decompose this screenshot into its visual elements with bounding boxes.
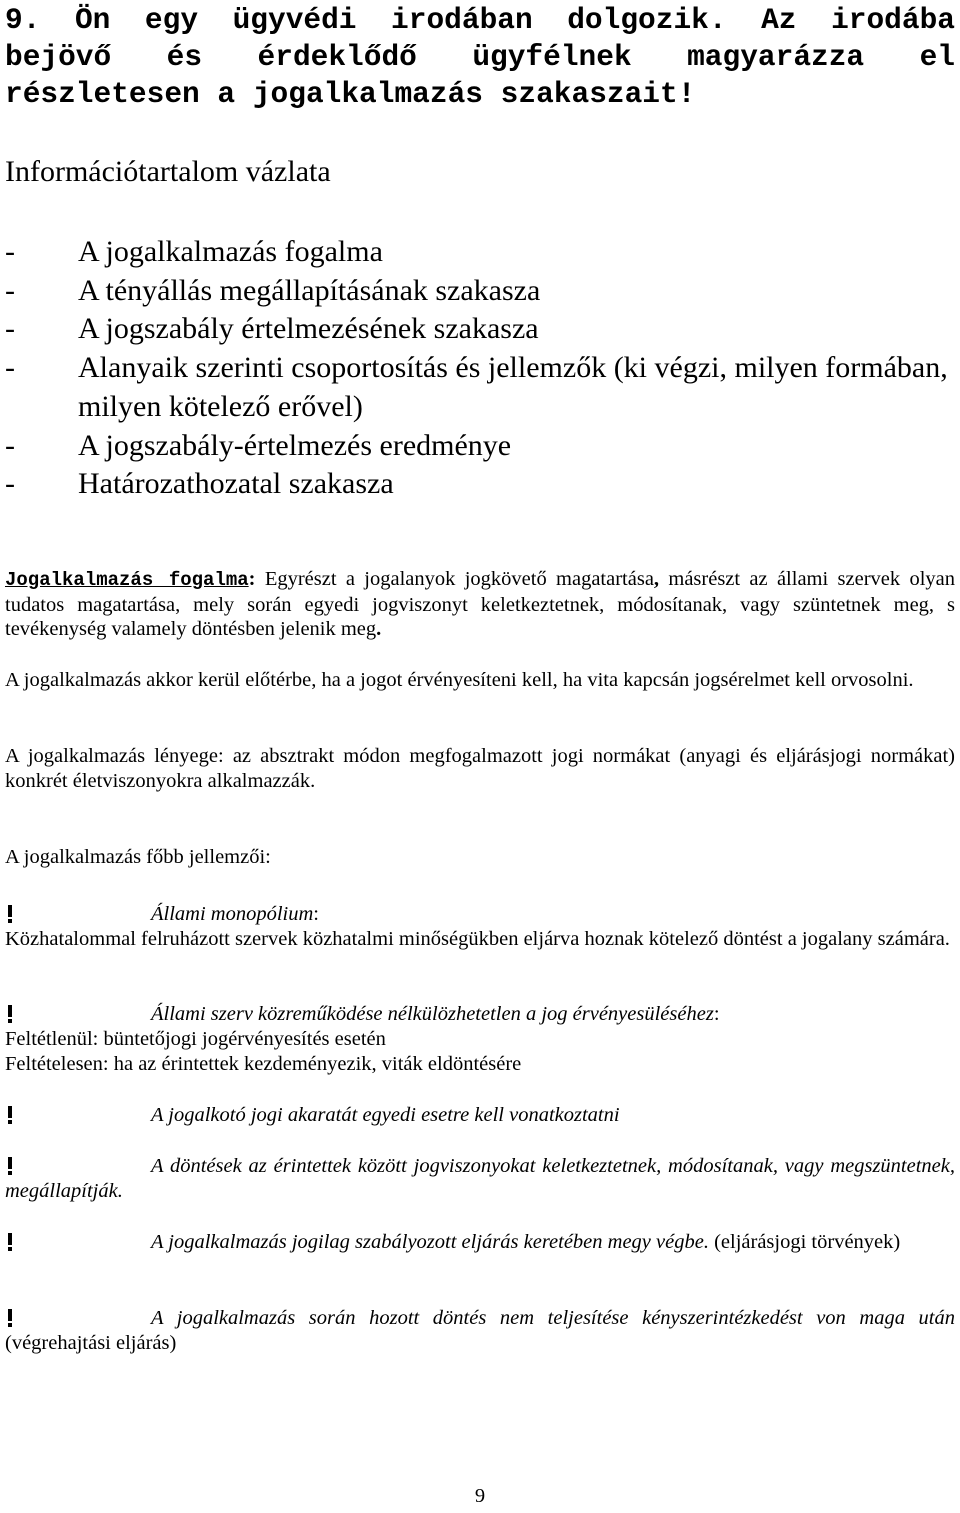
list-item xyxy=(5,272,955,311)
exclamation-bullet-icon xyxy=(5,1105,15,1125)
definition-text-2: másrészt az állami szervek olyan tudatos magatartása, mely során egyedi jogviszonyt keletkeztetnek, módosítanak, vagy szüntetnek meg, s tevékenység valamely döntésben jelenik meg xyxy=(5,568,955,640)
feature-note: (eljárásjogi törvények) xyxy=(708,1231,901,1253)
question-heading: 9. Ön egy ügyvédi irodában dolgozik. Az irodába bejövő és érdeklődő ügyfélnek magyarázza el részletesen a jogalkalmazás szakaszait! xyxy=(5,3,955,111)
dash-marker: - xyxy=(5,235,15,268)
outline-title: Információtartalom vázlata xyxy=(5,155,331,188)
exclamation-bullet-icon xyxy=(5,1308,15,1328)
definition-period: . xyxy=(376,618,382,640)
dash-marker: - xyxy=(5,428,15,462)
dash-marker: - xyxy=(5,273,15,307)
essence-paragraph: A jogalkalmazás lényege: az absztrakt módon megfogalmazott jogi normákat (anyagi és eljárásjogi normákat) konkrét életviszonyokra alkalmazzák. xyxy=(5,745,955,792)
feature-title: A jogalkalmazás során hozott döntés nem teljesítése kényszerintézkedést von maga után xyxy=(151,1307,955,1329)
outline-list xyxy=(5,233,955,504)
features-title: A jogalkalmazás főbb jellemzői: xyxy=(5,846,271,868)
feature-title-suffix: : xyxy=(713,1003,720,1025)
feature-title-text: Állami monopólium xyxy=(151,903,314,925)
feature-note: (végrehajtási eljárás) xyxy=(5,1332,177,1354)
feature-item xyxy=(5,1002,955,1077)
feature-title xyxy=(5,1002,955,1027)
definition-comma: , xyxy=(653,568,660,590)
page-number: 9 xyxy=(474,1485,486,1507)
list-item xyxy=(5,465,955,504)
dash-marker: - xyxy=(5,467,15,501)
outline-item-text: A jogszabály-értelmezés eredménye xyxy=(78,428,512,462)
feature-title: A döntések az érintettek között jogviszonyokat keletkeztetnek, módosítanak, vagy megszüntetnek, megállapítják. xyxy=(5,1155,955,1202)
list-item xyxy=(5,349,955,426)
exclamation-bullet-icon xyxy=(5,1156,15,1176)
definition-paragraph xyxy=(5,567,955,642)
exclamation-bullet-icon xyxy=(5,904,15,924)
outline-item-text: A tényállás megállapításának szakasza xyxy=(78,273,541,307)
list-item xyxy=(5,310,955,349)
list-item xyxy=(5,233,955,272)
feature-title-text: Állami szerv közreműködése nélkülözhetetlen a jog érvényesüléséhez xyxy=(151,1003,714,1025)
definition-label: Jogalkalmazás fogalma xyxy=(5,569,249,591)
when-paragraph: A jogalkalmazás akkor kerül előtérbe, ha a jogot érvényesíteni kell, ha vita kapcsán jogsérelmet kell orvosolni. xyxy=(5,669,914,691)
feature-title: A jogalkotó jogi akaratát egyedi esetre kell vonatkoztatni xyxy=(151,1104,620,1126)
feature-body-line: Feltételesen: ha az érintettek kezdeményezik, viták eldöntésére xyxy=(5,1053,522,1075)
dash-marker: - xyxy=(5,312,15,346)
list-item xyxy=(5,427,955,466)
feature-item xyxy=(5,1154,955,1204)
outline-item-text: Alanyaik szerinti csoportosítás és jellemzők (ki végzi, milyen formában, milyen kötelező erővel) xyxy=(78,351,948,423)
feature-item xyxy=(5,1103,955,1128)
definition-colon: : xyxy=(248,568,256,590)
feature-paragraph xyxy=(5,1230,955,1255)
outline-item-text: A jogalkalmazás fogalma xyxy=(78,235,383,268)
feature-item xyxy=(5,1306,955,1356)
dash-marker: - xyxy=(5,351,15,385)
feature-title-suffix: : xyxy=(313,903,319,925)
definition-text-1: Egyrészt a jogalanyok jogkövető magatartása xyxy=(255,568,654,590)
feature-title xyxy=(5,902,955,927)
feature-item xyxy=(5,1230,955,1255)
outline-item-text: A jogszabály értelmezésének szakasza xyxy=(78,312,539,346)
feature-paragraph xyxy=(5,1306,955,1356)
feature-body-line: Feltétlenül: büntetőjogi jogérvényesítés esetén xyxy=(5,1028,386,1050)
exclamation-bullet-icon xyxy=(5,1004,15,1024)
outline-item-text: Határozathozatal szakasza xyxy=(78,467,394,501)
feature-title: A jogalkalmazás jogilag szabályozott eljárás keretében megy végbe. xyxy=(151,1231,709,1253)
exclamation-bullet-icon xyxy=(5,1232,15,1252)
feature-body: Közhatalommal felruházott szervek közhatalmi minőségükben eljárva hoznak kötelező döntést a jogalany számára. xyxy=(5,928,950,950)
feature-item xyxy=(5,902,955,952)
